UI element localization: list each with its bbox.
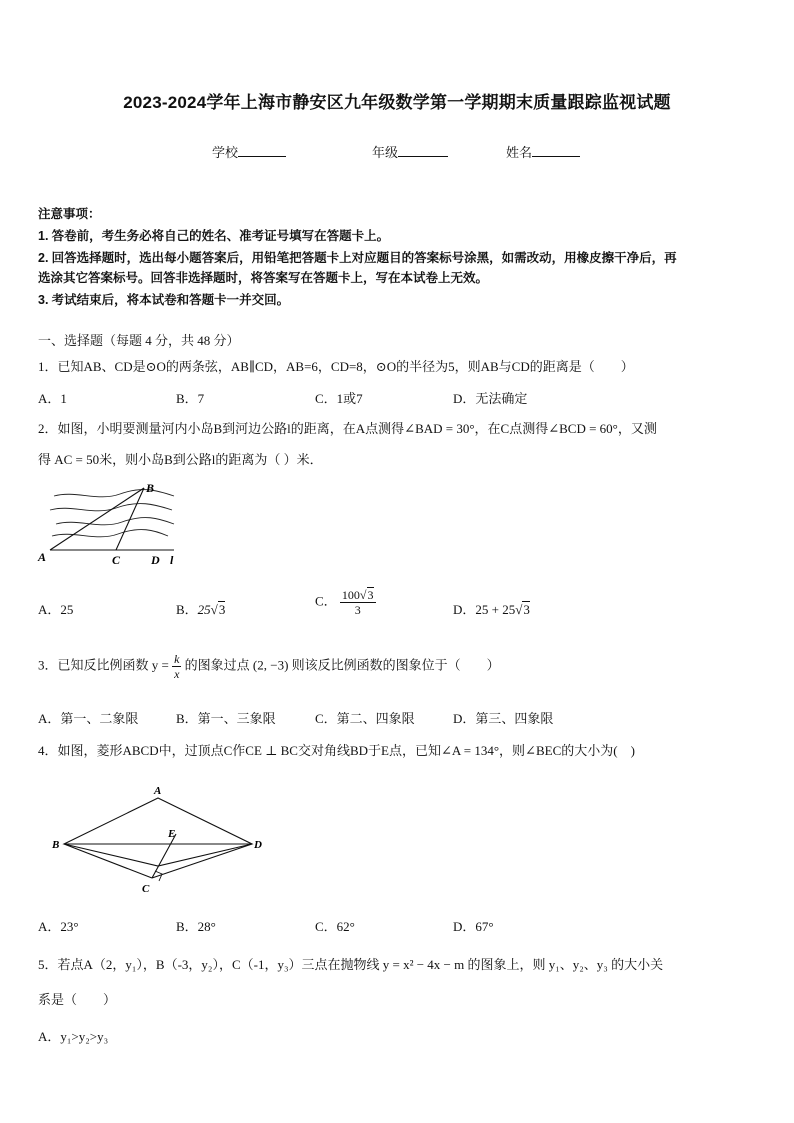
q1-option-a[interactable]: A．1 [38, 391, 67, 406]
name-label: 姓名 [506, 145, 533, 160]
grade-blank[interactable] [398, 144, 448, 157]
question-3-stem: 3．已知反比例函数 y = $\frac{k}{x}$ 的图象过点 (2, −3) 则该反比例函数的图象位于（ ） [38, 652, 500, 681]
label-l: l [170, 553, 174, 567]
q3-option-d[interactable]: D．第三、四象限 [453, 711, 554, 726]
q2-option-c[interactable]: C． $\frac{100√3}{3}$ [315, 588, 374, 617]
q2-option-b[interactable]: B．25√3 [176, 602, 226, 617]
segment-cd [152, 844, 252, 878]
q4-option-b[interactable]: B．28° [176, 919, 216, 934]
label-e: E [168, 828, 176, 840]
q2-option-c-fraction: $\frac{100√3}{3}$ [341, 588, 374, 617]
question-1-stem: 1．已知AB、CD是⊙O的两条弦，AB∥CD，AB=6，CD=8，⊙O的半径为5，则AB与CD的距离是（ ） [38, 359, 634, 374]
grade-field [372, 142, 448, 161]
section-heading: 一、选择题（每题 4 分，共 48 分） [38, 333, 240, 348]
q2-option-a[interactable]: A．25 [38, 602, 74, 617]
q2-option-d[interactable]: D．25 + 25√3 [453, 602, 530, 617]
notice-item-1: 1. 答卷前，考生务必将自己的姓名、准考证号填写在答题卡上。 [38, 229, 390, 243]
q1-option-b[interactable]: B．7 [176, 391, 205, 406]
q5-option-a[interactable]: A．y₁>y₂>y₃ [38, 1029, 109, 1044]
school-field [212, 142, 286, 161]
label-d: D [151, 553, 160, 567]
q4-option-d[interactable]: D．67° [453, 919, 494, 934]
notice-item-2-cont: 选涂其它答案标号。回答非选择题时，将答案写在答题卡上，写在本试卷上无效。 [38, 271, 489, 285]
river-figure [36, 478, 186, 570]
name-field [506, 142, 580, 161]
q1-option-c[interactable]: C．1或7 [315, 391, 363, 406]
label-b: B [146, 481, 155, 495]
q3-option-a[interactable]: A．第一、二象限 [38, 711, 139, 726]
q3-option-c[interactable]: C．第二、四象限 [315, 711, 415, 726]
q3-option-b[interactable]: B．第一、三象限 [176, 711, 276, 726]
label-c: C [142, 883, 150, 895]
school-blank[interactable] [238, 144, 286, 157]
q4-option-a[interactable]: A．23° [38, 919, 79, 934]
page-title: 2023-2024学年上海市静安区九年级数学第一学期期末质量跟踪监视试题 [123, 93, 671, 112]
q4-option-c[interactable]: C．62° [315, 919, 355, 934]
name-blank[interactable] [532, 144, 580, 157]
label-c: C [112, 553, 121, 567]
question-4-stem: 4．如图，菱形ABCD中，过顶点C作CE ⊥ BC交对角线BD于E点，已知∠A = 134°，则∠BEC的大小为( ) [38, 743, 635, 758]
question-2-stem-line2: 得 AC = 50米，则小岛B到公路l的距离为（ ）米． [38, 452, 323, 467]
rhombus-figure [44, 782, 274, 897]
notice-item-2: 2. 回答选择题时，选出每小题答案后，用铅笔把答题卡上对应题目的答案标号涂黑，如需改动，用橡皮擦干净后，再 [38, 251, 677, 265]
notice-item-3: 3. 考试结束后，将本试卷和答题卡一并交回。 [38, 293, 290, 307]
grade-label: 年级 [372, 145, 399, 160]
question-5-stem-line1: 5．若点A（2，y₁），B（-3，y₂），C（-1，y₃）三点在抛物线 y = x² − 4x − m 的图象上，则 y₁、y₂、y₃ 的大小关 [38, 957, 664, 972]
label-b: B [52, 839, 60, 851]
question-2-stem-line1: 2．如图，小明要测量河内小岛B到河边公路l的距离，在A点测得∠BAD = 30°，在C点测得∠BCD = 60°，又测 [38, 421, 657, 436]
school-label: 学校 [212, 145, 239, 160]
q3-fraction: $\frac{k}{x}$ [174, 652, 180, 681]
notice-heading: 注意事项： [38, 207, 101, 221]
label-a: A [154, 785, 162, 797]
label-a: A [38, 550, 47, 564]
river-waves [50, 490, 174, 537]
q1-option-d[interactable]: D．无法确定 [453, 391, 528, 406]
question-5-stem-line2: 系是（ ） [38, 992, 117, 1007]
rhombus-abcd [64, 798, 252, 866]
label-d: D [254, 839, 262, 851]
